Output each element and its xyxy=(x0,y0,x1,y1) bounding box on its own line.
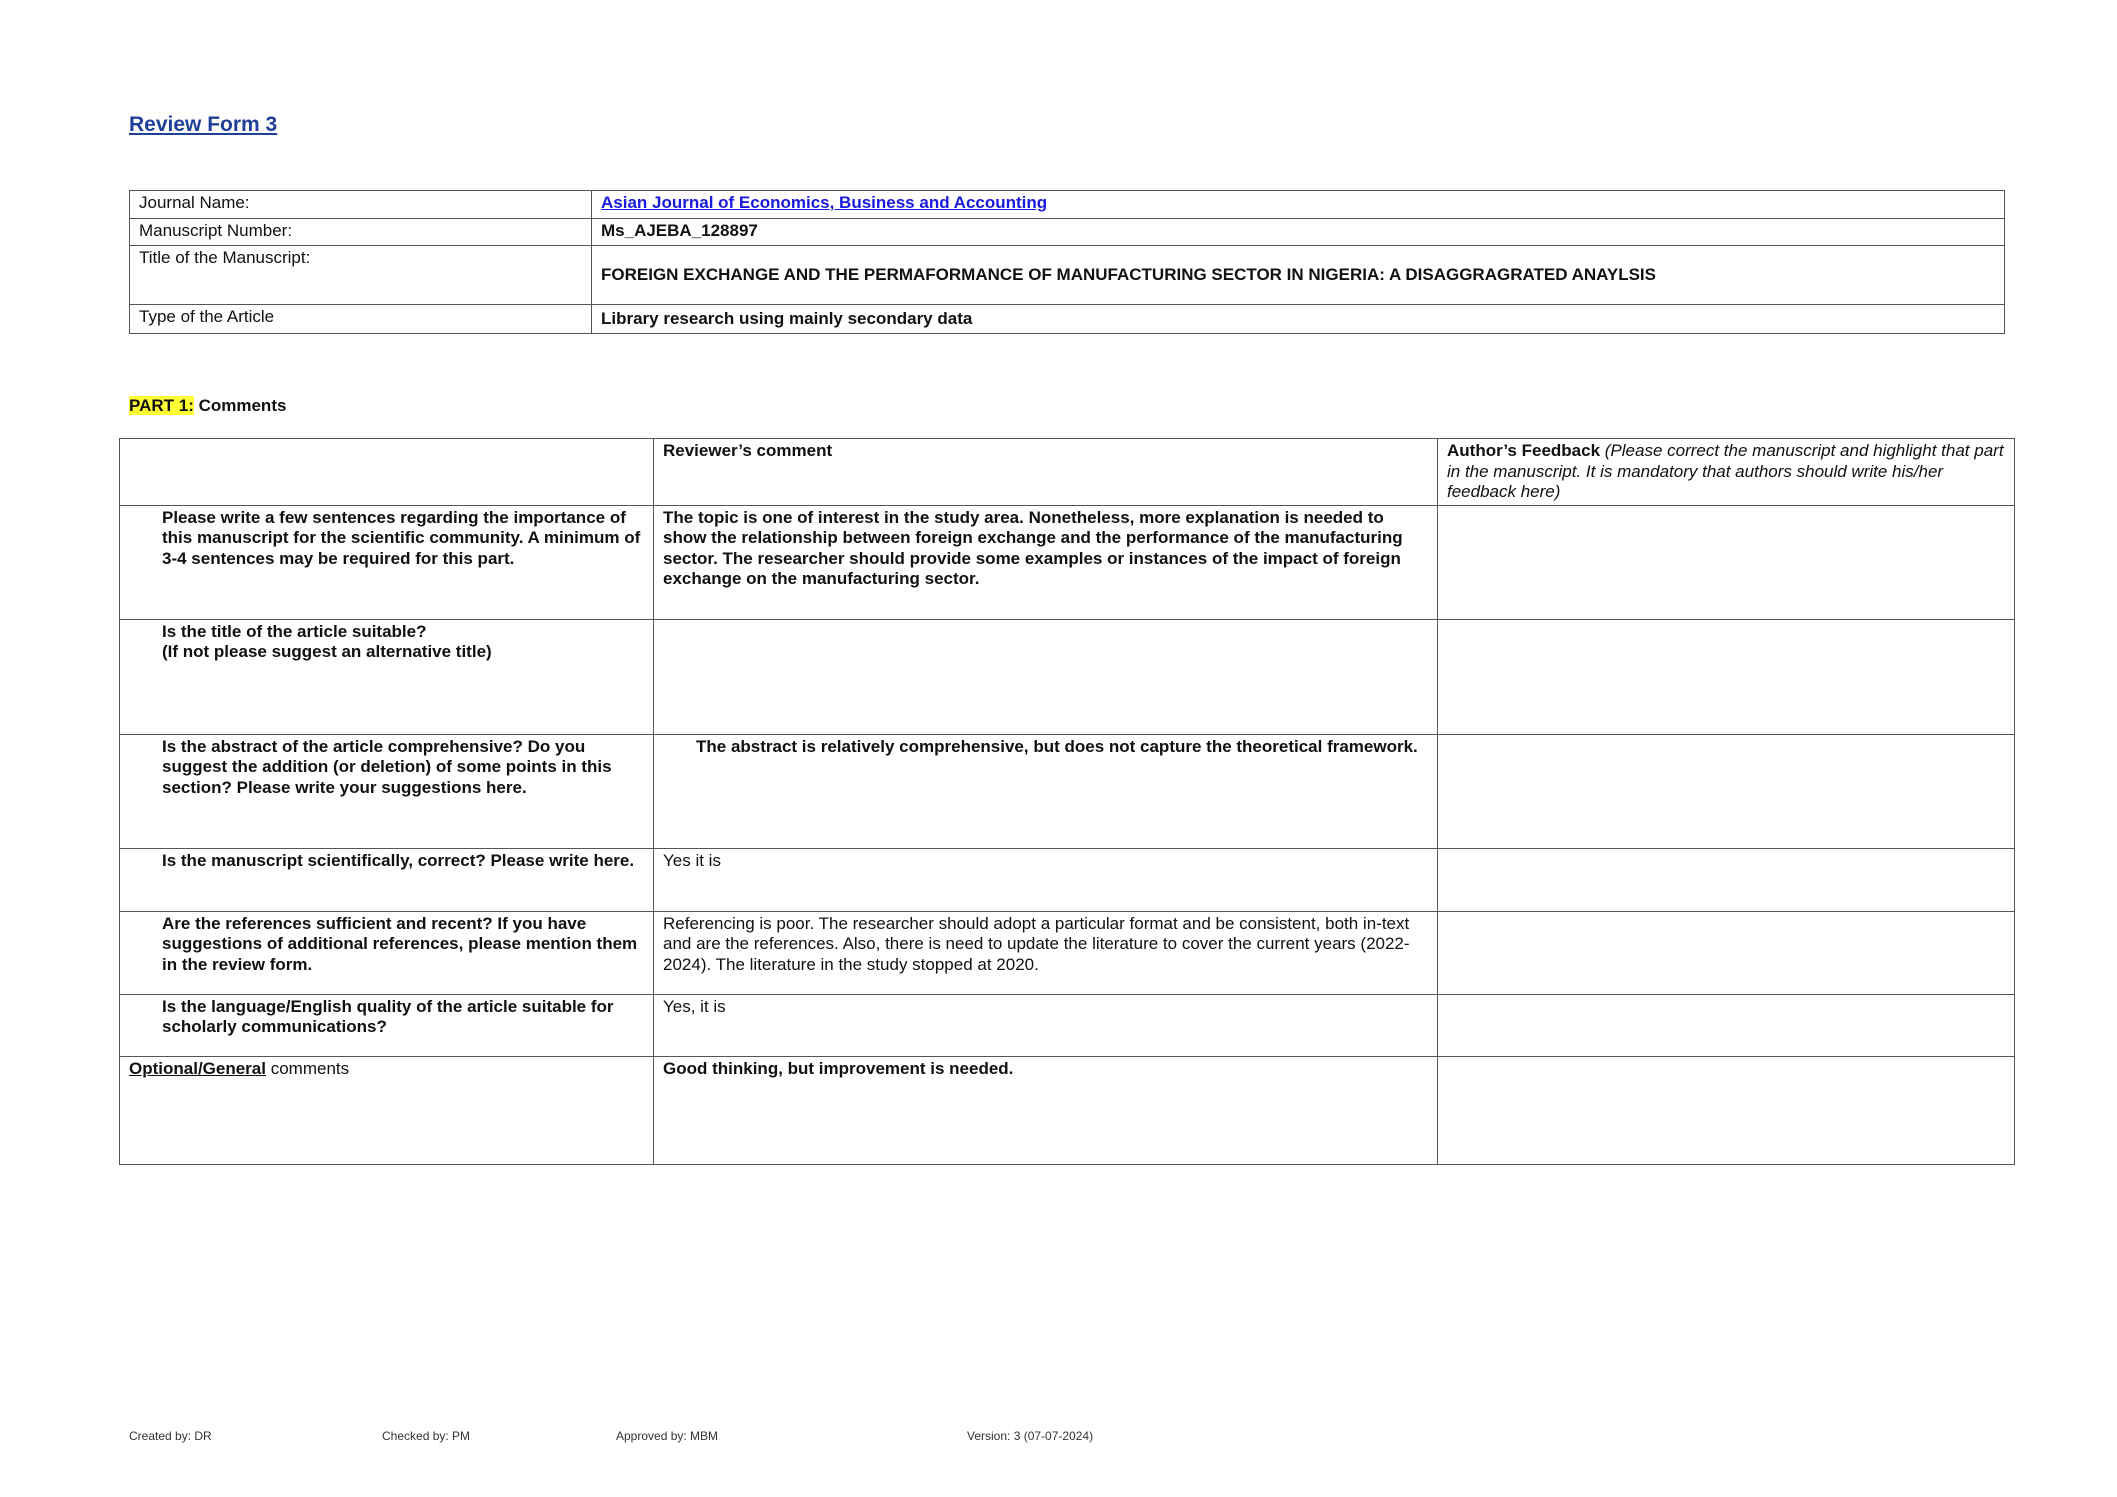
manuscript-number-label: Manuscript Number: xyxy=(130,219,592,246)
article-type-row xyxy=(130,305,2005,334)
manuscript-info-table xyxy=(129,190,2005,334)
question-abstract: Is the abstract of the article comprehensive? Do you suggest the addition (or deletion) of some points in this section? Please write your suggestions here. xyxy=(120,734,654,848)
author-feedback-cell[interactable] xyxy=(1438,911,2015,994)
header-row xyxy=(120,439,2015,506)
question-language: Is the language/English quality of the article suitable for scholarly communications? xyxy=(120,994,654,1056)
header-author-feedback xyxy=(1438,439,2015,506)
author-feedback-cell[interactable] xyxy=(1438,1056,2015,1164)
manuscript-title-value: FOREIGN EXCHANGE AND THE PERMAFORMANCE OF MANUFACTURING SECTOR IN NIGERIA: A DISAGGRAGRATED ANAYLSIS xyxy=(592,246,2005,305)
optional-comments-row xyxy=(120,1056,2015,1164)
table-row xyxy=(120,911,2015,994)
optional-comment-cell[interactable]: Good thinking, but improvement is needed. xyxy=(654,1056,1438,1164)
question-references: Are the references sufficient and recent? If you have suggestions of additional references, please mention them in the review form. xyxy=(120,911,654,994)
author-feedback-instructions: (Please correct the manuscript and highlight that part in the manuscript. It is mandatory that authors should write his/her feedback here) xyxy=(1447,441,2004,501)
reviewer-comment-cell[interactable]: The topic is one of interest in the study area. Nonetheless, more explanation is needed to show the relationship between foreign exchange and the performance of the manufacturing sector. The researcher should provide some examples or instances of the impact of foreign exchange on the manufacturing sector. xyxy=(654,505,1438,619)
part-heading xyxy=(129,396,286,416)
optional-comments-label xyxy=(120,1056,654,1164)
optional-general-label: Optional/General xyxy=(129,1058,266,1078)
question-title-line2: (If not please suggest an alternative title) xyxy=(162,642,492,661)
reviewer-comment-cell[interactable]: The abstract is relatively comprehensive, but does not capture the theoretical framework. xyxy=(654,734,1438,848)
form-title[interactable]: Review Form 3 xyxy=(129,113,278,136)
journal-label: Journal Name: xyxy=(130,191,592,219)
footer-version: Version: 3 (07-07-2024) xyxy=(967,1429,1094,1443)
table-row xyxy=(120,505,2015,619)
manuscript-number-value: Ms_AJEBA_128897 xyxy=(592,219,2005,246)
footer-created-by: Created by: DR xyxy=(129,1429,212,1443)
manuscript-title-label: Title of the Manuscript: xyxy=(130,246,592,305)
manuscript-title-row xyxy=(130,246,2005,305)
author-feedback-cell[interactable] xyxy=(1438,994,2015,1056)
article-type-label: Type of the Article xyxy=(130,305,592,334)
author-feedback-cell[interactable] xyxy=(1438,848,2015,911)
table-row xyxy=(120,619,2015,734)
part-number-highlight: PART 1: xyxy=(129,396,194,415)
table-row xyxy=(120,848,2015,911)
question-title-line1: Is the title of the article suitable? xyxy=(162,621,427,641)
question-title xyxy=(120,619,654,734)
reviewer-comment-cell[interactable]: Yes it is xyxy=(654,848,1438,911)
question-scientific: Is the manuscript scientifically, correct? Please write here. xyxy=(120,848,654,911)
comments-table xyxy=(119,438,2015,1165)
journal-link[interactable]: Asian Journal of Economics, Business and Accounting xyxy=(601,193,1048,212)
table-row xyxy=(120,994,2015,1056)
reviewer-comment-cell[interactable] xyxy=(654,619,1438,734)
author-feedback-cell[interactable] xyxy=(1438,619,2015,734)
comments-word: comments xyxy=(265,1058,350,1078)
author-feedback-title: Author’s Feedback xyxy=(1447,441,1601,460)
header-question-cell xyxy=(120,439,654,506)
reviewer-comment-cell[interactable]: Yes, it is xyxy=(654,994,1438,1056)
header-reviewer-comment: Reviewer’s comment xyxy=(654,439,1438,506)
reviewer-comment-cell[interactable]: Referencing is poor. The researcher should adopt a particular format and be consistent, both in-text and are the references. Also, there is need to update the literature to cover the current years (2022-2024). The literature in the study stopped at 2020. xyxy=(654,911,1438,994)
article-type-value: Library research using mainly secondary data xyxy=(592,305,2005,334)
footer-checked-by: Checked by: PM xyxy=(382,1429,471,1443)
author-feedback-cell[interactable] xyxy=(1438,734,2015,848)
question-importance: Please write a few sentences regarding the importance of this manuscript for the scientific community. A minimum of 3-4 sentences may be required for this part. xyxy=(120,505,654,619)
manuscript-number-row xyxy=(130,219,2005,246)
footer-approved-by: Approved by: MBM xyxy=(616,1429,719,1443)
table-row xyxy=(120,734,2015,848)
part-label: Comments xyxy=(193,396,287,415)
journal-row xyxy=(130,191,2005,219)
author-feedback-cell[interactable] xyxy=(1438,505,2015,619)
